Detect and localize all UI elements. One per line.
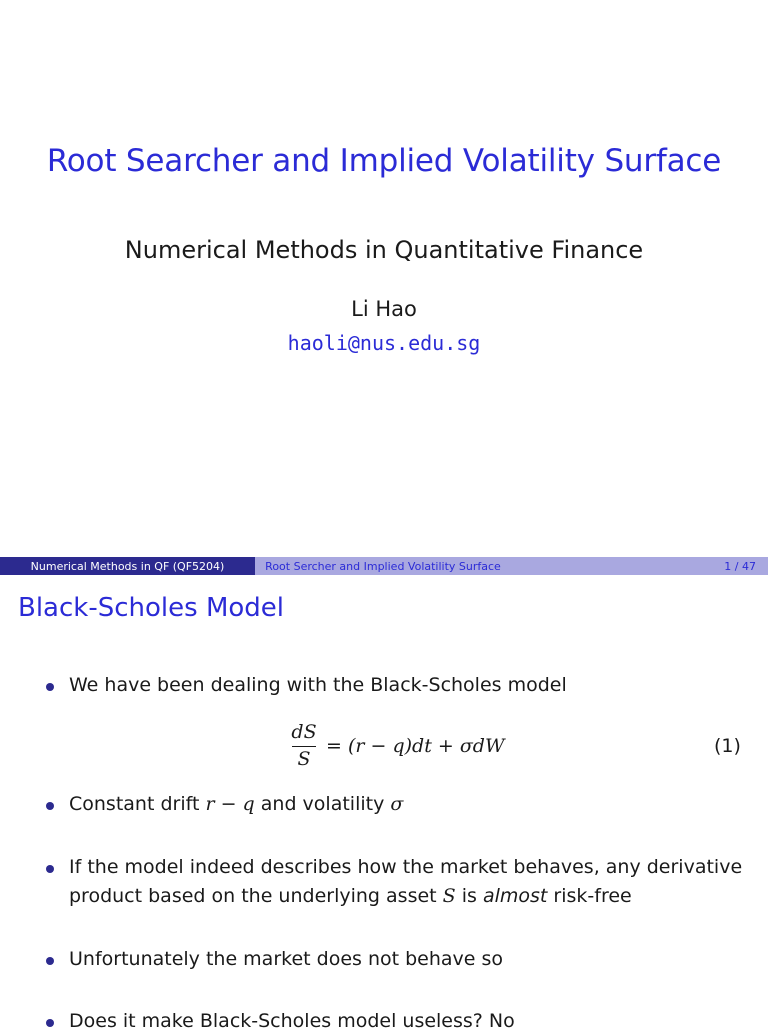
equation-denominator: S [297,748,311,770]
footer-page-number: 1 / 47 [511,557,768,575]
presentation-subtitle: Numerical Methods in Quantitative Finance [124,236,644,264]
bullet-icon [46,865,54,873]
equation-number: (1) [714,735,741,757]
bullet-text: Constant drift r − q and volatility σ [69,793,404,815]
fraction-bar [292,746,316,747]
equation-numerator: dS [291,721,317,743]
equation-rhs: = (r − q)dt + σdW [326,735,505,757]
slide-footer [0,557,768,575]
bullet-icon [46,802,54,810]
bullet-icon [46,957,54,965]
bullet-text: If the model indeed describes how the market behaves, any derivative [69,856,743,878]
drift-symbol: r − q [205,793,255,815]
author-email-link[interactable]: haoli@nus.edu.sg [287,331,481,355]
frame-title: Black-Scholes Model [18,593,285,623]
author-name: Li Hao [351,297,417,321]
sigma-symbol: σ [390,793,404,815]
footer-course: Numerical Methods in QF (QF5204) [0,557,255,575]
asset-symbol: S [442,885,456,907]
bullet-icon [46,1019,54,1027]
bullet-text: Does it make Black-Scholes model useless? No [69,1010,515,1032]
presentation-title: Root Searcher and Implied Volatility Surface [46,143,722,179]
bullet-text: product based on the underlying asset S is almost risk-free [69,885,632,907]
emphasis-text: almost [482,885,548,907]
bullet-text: Unfortunately the market does not behave so [69,948,504,970]
bullet-text: We have been dealing with the Black-Scholes model [69,674,567,696]
content-slide [0,575,768,1032]
bullet-icon [46,683,54,691]
footer-topic: Root Sercher and Implied Volatility Surface [255,557,511,575]
